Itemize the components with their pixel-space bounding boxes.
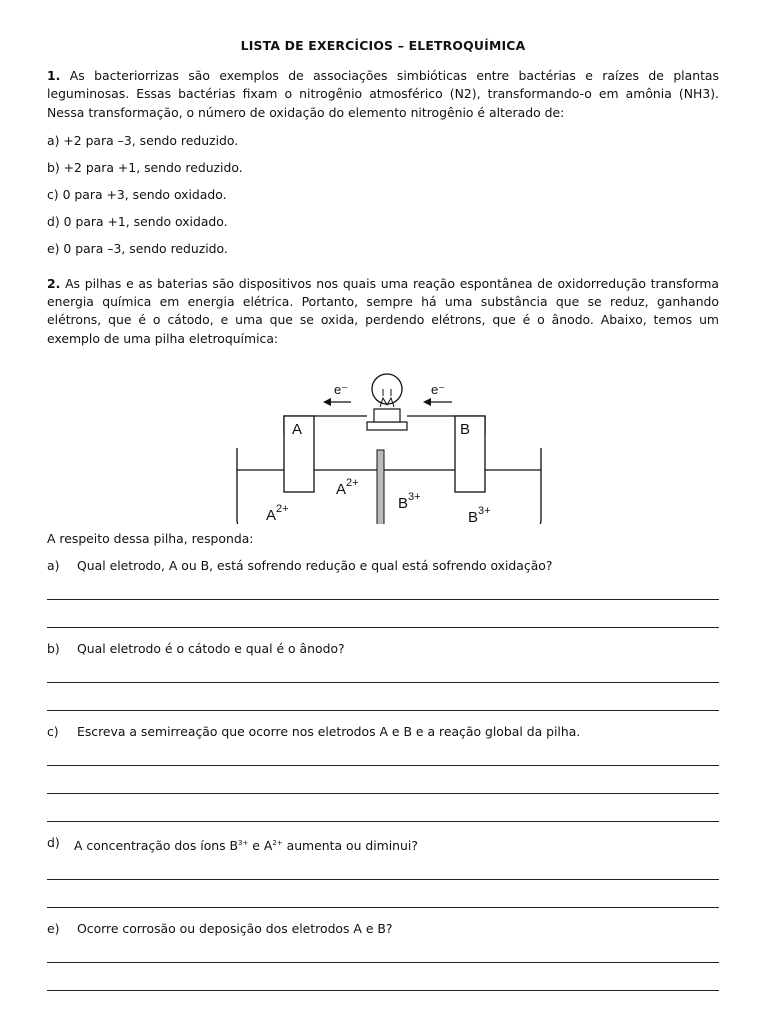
electron-arrow-right xyxy=(423,398,452,406)
subquestion-d xyxy=(47,834,719,855)
ion-b-right: $B^{3+}$ xyxy=(468,505,491,525)
subquestion-a-label: a) xyxy=(47,558,60,574)
question-1-statement: As bacteriorrizas são exemplos de associações simbióticas entre bactérias e raízes de plantas leguminosas. Essas bactérias fixam o nitrogênio atmosférico (N2), transformando-o em amônia (NH3). Nessa transformação, o número de oxidação do elemento nitrogênio é alterado de: xyxy=(47,68,719,120)
porous-separator xyxy=(377,450,384,524)
subquestion-b-label: b) xyxy=(47,641,60,657)
subquestion-d-text: A concentração dos íons $B^{3+}$ e $A^{2+}$ aumenta ou diminui? xyxy=(74,838,418,854)
electron-label-right: e⁻ xyxy=(431,382,446,398)
subquestion-a-text: Qual eletrodo, A ou B, está sofrendo redução e qual está sofrendo oxidação? xyxy=(77,558,553,574)
page-title: LISTA DE EXERCÍCIOS – ELETROQUÍMICA xyxy=(240,38,526,53)
ion-b-middle: $B^{3+}$ xyxy=(398,491,421,513)
question-2-statement: As pilhas e as baterias são dispositivos nos quais uma reação espontânea de oxidorredução transforma energia química em energia elétrica. Portanto, sempre há uma substância que se reduz, ganhando elétrons, que é o cátodo, e uma que se oxida, perdendo elétrons, que é o ânodo. Abaixo, temos um exemplo de uma pilha eletroquímica: xyxy=(47,275,719,346)
pilha-diagram xyxy=(47,352,719,524)
subquestion-d-label: d) xyxy=(47,835,60,851)
subquestion-c xyxy=(47,723,719,741)
question-1-option-e: e) 0 para –3, sendo reduzido. xyxy=(47,240,228,256)
subquestion-c-label: c) xyxy=(47,724,59,740)
lamp-icon xyxy=(367,374,407,430)
question-1-text xyxy=(47,67,719,122)
question-2-intro: A respeito dessa pilha, responda: xyxy=(47,531,254,547)
ion-a-middle: $A^{2+}$ xyxy=(336,477,359,499)
subquestion-c-text: Escreva a semirreação que ocorre nos eletrodos A e B e a reação global da pilha. xyxy=(77,724,581,740)
subquestion-b xyxy=(47,640,719,658)
subquestion-b-text: Qual eletrodo é o cátodo e qual é o ânodo? xyxy=(77,641,345,657)
question-2-text xyxy=(47,275,719,348)
subquestion-e-label: e) xyxy=(47,921,60,937)
question-1-option-c: c) 0 para +3, sendo oxidado. xyxy=(47,186,227,202)
electron-arrow-left xyxy=(323,398,351,406)
question-2-number: 2. xyxy=(47,275,61,291)
answer-line[interactable] xyxy=(47,990,719,991)
ion-a-left: $A^{2+}$ xyxy=(266,503,289,525)
subquestion-e xyxy=(47,920,719,938)
question-1-option-b: b) +2 para +1, sendo reduzido. xyxy=(47,159,243,175)
subquestion-a xyxy=(47,557,719,575)
question-1-option-d: d) 0 para +1, sendo oxidado. xyxy=(47,213,228,229)
electrode-a-label: A xyxy=(292,421,303,439)
question-1-number: 1. xyxy=(47,68,61,83)
worksheet-page xyxy=(47,38,719,991)
subquestion-e-text: Ocorre corrosão ou deposição dos eletrodos A e B? xyxy=(77,921,393,937)
electrode-b-label: B xyxy=(460,421,471,439)
question-1-option-a: a) +2 para –3, sendo reduzido. xyxy=(47,132,239,148)
electron-label-left: e⁻ xyxy=(334,382,349,398)
pilha-diagram-wrapper xyxy=(47,352,719,524)
